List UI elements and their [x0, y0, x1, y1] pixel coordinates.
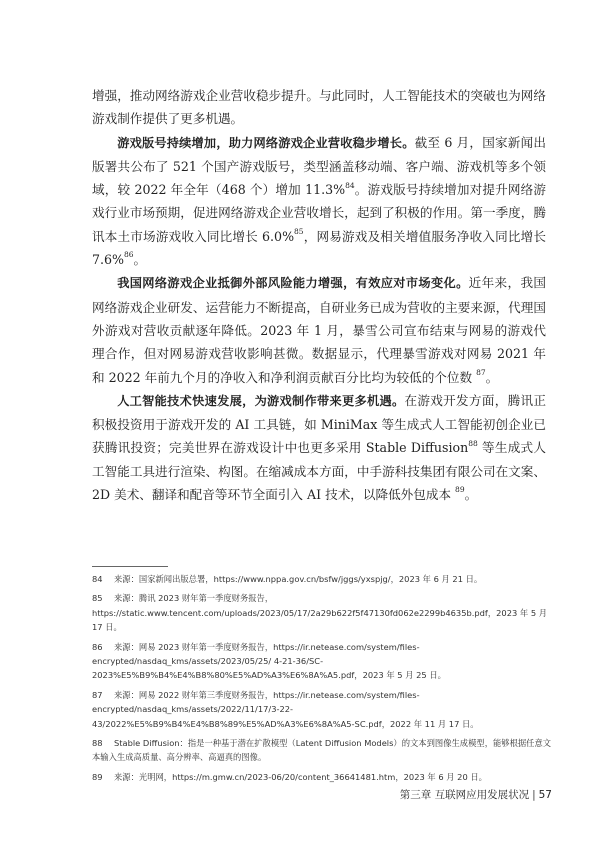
paragraph-heading: 我国网络游戏企业抵御外部风险能力增强，有效应对市场变化。	[117, 276, 469, 291]
paragraph-continuation: 增强，推动网络游戏企业营收稳步提升。与此同时，人工智能技术的突破也为网络游戏制作提供了更多机遇。	[92, 88, 546, 127]
paragraph-heading: 游戏版号持续增加，助力网络游戏企业营收稳步增长。	[117, 135, 415, 150]
footnotes-section	[92, 572, 552, 789]
paragraph-risk-resistance: 我国网络游戏企业抵御外部风险能力增强，有效应对市场变化。近年来，我国网络游戏企业研发、运营能力不断提高，自研业务已成为营收的主要来源，代理国外游戏对营收贡献逐年降低。2023 年 1 月，暴雪公司宣布结束与网易的游戏代理合作，但对网易游戏营收影响甚微。数据显示，代理暴雪游戏对网易 2021 年和 2022 年前九个月的净收入和净利润贡献百分比均为较低的个位数 $^{87}$。	[92, 275, 547, 385]
footnote-text: 来源：网易 2023 财年第一季度财务报告，https://ir.netease.com/system/files-encrypted/nasdaq_kms/assets/2023/05/25/ 4-21-36/SC-2023%E5%B9%B4%E4%B8%80%E5%AD%A3%E6%8A%A5.pdf，2023 年 5 月 25 日。	[92, 641, 446, 681]
chapter-label: 第三章	[399, 789, 432, 801]
footnote-text: 来源：国家新闻出版总署，https://www.nppa.gov.cn/bsfw/jggs/yxspjg/，2023 年 6 月 21 日。	[114, 574, 483, 584]
footnote-ref[interactable]: 88	[468, 438, 478, 448]
footnote-ref[interactable]: 85	[294, 227, 304, 237]
footer-separator: |	[532, 789, 536, 801]
footnote-item	[92, 770, 552, 784]
footnote-divider	[92, 566, 168, 567]
footnote-item	[92, 640, 552, 683]
main-body	[92, 84, 546, 506]
footnote-ref[interactable]: 84	[345, 180, 355, 190]
footnote-ref[interactable]: 86	[124, 250, 134, 260]
chapter-title: 互联网应用发展状况	[434, 789, 530, 801]
footnote-item	[92, 736, 552, 765]
footnote-text: 来源：光明网，https://m.gmw.cn/2023-06/20/content_36641481.htm，2023 年 6 月 20 日。	[114, 771, 487, 782]
footnote-number: 88	[92, 738, 103, 749]
footnote-ref[interactable]: 89	[455, 485, 465, 495]
footnote-item	[92, 591, 552, 634]
footnote-number: 86	[92, 641, 103, 652]
footnote-text: 来源：网易 2022 财年第三季度财务报告，https://ir.netease.com/system/files-encrypted/nasdaq_kms/assets/2022/11/17/3-22-43/2022%E5%B9%B4%E4%B8%89%E5%AD%A3%E6%8A%A5-SC.pdf，2022 年 11 月 17 日。	[92, 689, 479, 729]
paragraph-game-licenses: 游戏版号持续增加，助力网络游戏企业营收稳步增长。截至 6 月，国家新闻出版署共公布了 521 个国产游戏版号，类型涵盖移动端、客户端、游戏机等多个领域，较 2022 年全年（468 个）增加 11.3%$^{84}$。游戏版号持续增加对提升网络游戏行业市场预期，促进网络游戏企业营收增长，起到了积极的作用。第一季度，腾讯本土市场游戏收入同比增长 6.0%$^{85}$，网易游戏及相关增值服务净收入同比增长 7.6%$^{86}$。	[92, 134, 547, 268]
footnote-ref[interactable]: 87	[476, 367, 486, 377]
footnote-number: 87	[92, 689, 103, 700]
paragraph-heading: 人工智能技术快速发展，为游戏制作带来更多机遇。	[117, 393, 405, 408]
footnote-number: 89	[92, 771, 103, 782]
paragraph-ai-technology: 人工智能技术快速发展，为游戏制作带来更多机遇。在游戏开发方面，腾讯正积极投资用于游戏开发的 AI 工具链，如 MiniMax 等生成式人工智能初创企业已获腾讯投资；完美世界在游戏设计中也更多采用 Stable Diffusion$^{88}$ 等生成式人工智能工具进行渲染、构图。在缩减成本方面，中手游科技集团有限公司在文案、2D 美术、翻译和配音等环节全面引入 AI 技术，以降低外包成本 $^{89}$。	[92, 392, 547, 503]
footnote-text: Stable Diffusion：指是一种基于潜在扩散模型（Latent Diffusion Models）的文本到图像生成模型，能够根据任意文本输入生成高质量、高分辨率、高逼真的图像。	[92, 738, 552, 763]
footnote-item	[92, 688, 552, 731]
page-footer	[400, 787, 552, 802]
page-number: 57	[538, 789, 552, 801]
footnote-number: 84	[92, 574, 103, 584]
footnote-item	[92, 572, 552, 586]
footnote-number: 85	[92, 593, 103, 604]
footnote-text: 来源：腾讯 2023 财年第一季度财务报告，https://static.www.tencent.com/uploads/2023/05/17/2a29b622f5f47130fd062e2299b4635b.pdf，2023 年 5 月 17 日。	[92, 593, 548, 633]
